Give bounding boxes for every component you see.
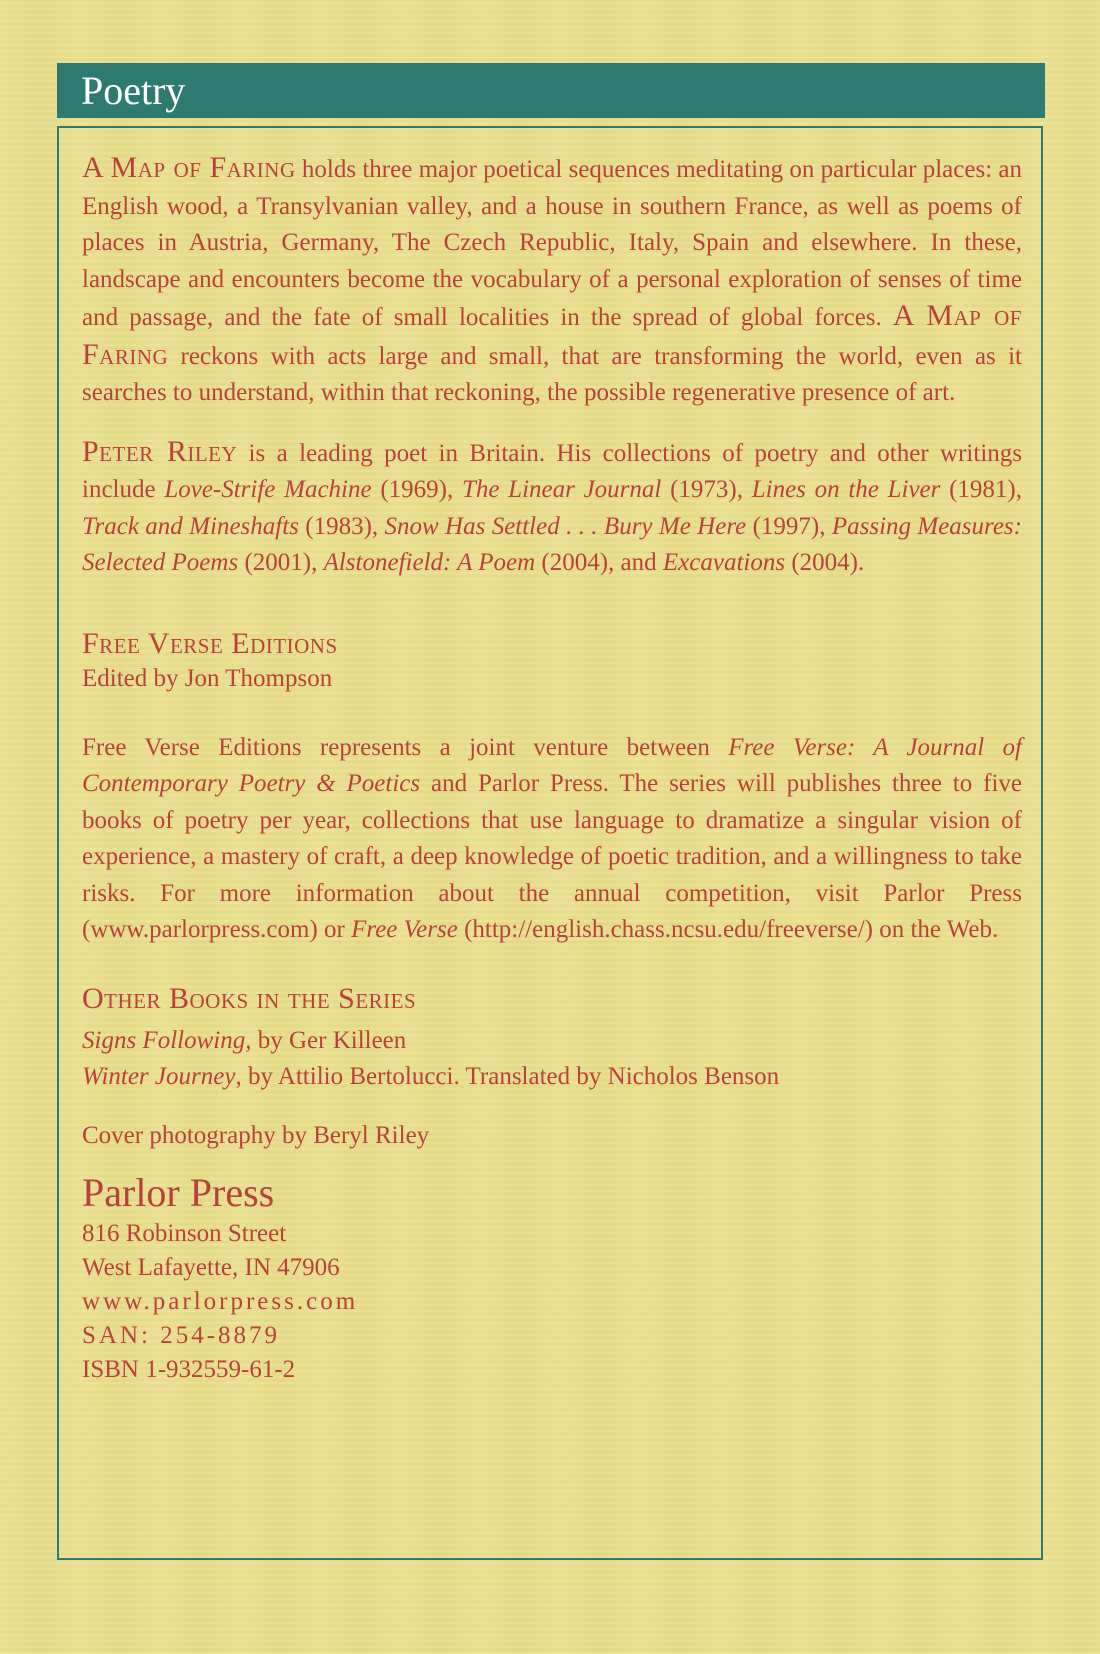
description-text-1: holds three major poetical sequences meditating on particular places: an English wood, a Transylvanian valley, and a house in southern France, as well as poems of places in Austria, Germany, The Czech Republic, Italy, Spain and elsewhere. In these, landscape and encounters become the vocabulary of a personal exploration of senses of time and passage, and the fate of small localities in the spread of global forces.: [82, 156, 1023, 331]
other-books-heading: Other Books in the Series: [82, 981, 417, 1015]
series-desc-end: (http://english.chass.ncsu.edu/freeverse/) on the Web.: [457, 916, 999, 943]
series-editor: Edited by Jon Thompson: [82, 664, 333, 692]
work-year: (1997),: [746, 512, 832, 540]
other-book-author: by Ger Killeen: [251, 1026, 407, 1054]
other-books-list: [82, 1023, 1022, 1095]
publisher-name: Parlor Press: [82, 1169, 275, 1215]
book-title: A Map of Faring: [82, 151, 296, 184]
series-heading: Free Verse Editions: [82, 626, 338, 660]
publisher-san: SAN: 254-8879: [82, 1321, 281, 1349]
series-desc-start: Free Verse Editions represents a joint venture between: [82, 733, 729, 761]
author-intro: is a leading poet in Britain. His collections of poetry and other writings include: [82, 439, 1022, 503]
content: [82, 150, 1022, 1387]
cover-credit: Cover photography by Beryl Riley: [82, 1121, 430, 1149]
section-banner: [57, 63, 1045, 118]
work-title: Love-Strife Machine: [164, 476, 372, 503]
work-title: Passing Measures: Selected Poems: [82, 512, 1022, 576]
work-title: Lines on the Liver: [751, 476, 941, 503]
work-year: (2004).: [785, 549, 865, 576]
section-title: Poetry: [81, 68, 186, 113]
work-title: Track and Mineshafts: [82, 512, 299, 540]
work-title: The Linear Journal: [461, 476, 662, 503]
journal-title: Free Verse: A Journal of Contemporary Poetry & Poetics: [82, 733, 1022, 797]
list-item: [82, 1023, 1022, 1059]
work-year: (1969),: [371, 476, 462, 503]
description-text-2: reckons with acts large and small, that are transforming the world, even as it searches to understand, within that reckoning, the possible regenerative presence of art.: [82, 342, 1022, 406]
journal-short-title: Free Verse: [351, 916, 458, 943]
work-title: Snow Has Settled . . . Bury Me Here: [384, 512, 747, 540]
work-year: (1983),: [298, 512, 385, 540]
work-year: (1981),: [940, 476, 1022, 503]
work-year: (2001),: [238, 549, 324, 576]
publisher-street: 816 Robinson Street: [82, 1219, 287, 1247]
series-desc-mid: and Parlor Press. The series will publishes three to five books of poetry per year, collections that use language to dramatize a singular vision of experience, a mastery of craft, a deep knowledge of poetic tradition, and a willingness to take risks. For more information about the annual competition, visit Parlor Press (www.parlorpress.com) or: [82, 770, 1022, 943]
work-year: (1973),: [661, 476, 752, 503]
work-title: Excavations: [662, 549, 786, 576]
author-bio: [82, 434, 1022, 582]
book-title-repeat: A Map of Faring: [82, 299, 1022, 371]
other-book-author: , by Attilio Bertolucci. Translated by Nicholos Benson: [235, 1062, 780, 1090]
publisher-city: West Lafayette, IN 47906: [82, 1253, 340, 1281]
list-item: [82, 1059, 1022, 1095]
publisher-isbn: ISBN 1-932559-61-2: [82, 1355, 296, 1383]
series-description: [82, 730, 1022, 949]
author-name: Peter Riley: [82, 434, 238, 468]
publisher-website: www.parlorpress.com: [82, 1287, 359, 1315]
other-book-title: Winter Journey: [82, 1062, 236, 1090]
work-title: Alstonefield: A Poem: [323, 549, 536, 576]
work-year: (2004), and: [535, 549, 663, 576]
other-book-title: Signs Following,: [82, 1026, 252, 1054]
book-description: [82, 150, 1022, 412]
